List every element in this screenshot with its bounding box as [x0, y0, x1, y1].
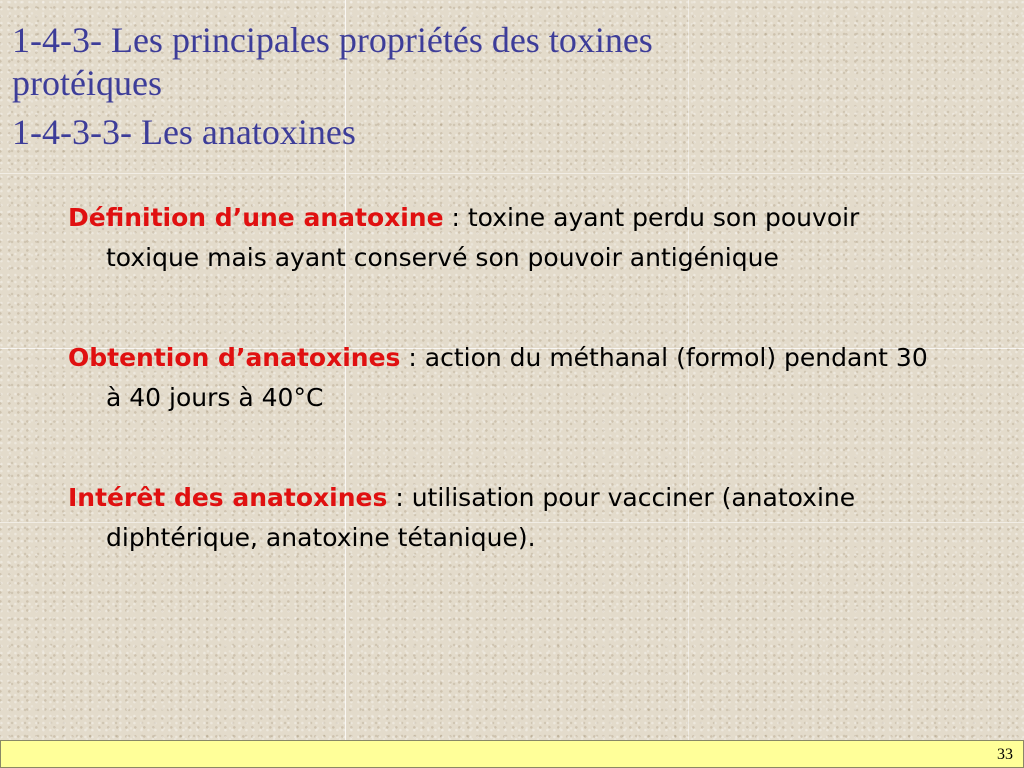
bullet-list: [68, 198, 948, 558]
slide-subtitle: 1-4-3-3- Les anatoxines: [12, 112, 356, 152]
bullet-definition: [68, 198, 948, 278]
slide-title-line-2: protéiques: [12, 63, 162, 103]
bullet-interet: [68, 478, 948, 558]
bullet-term: Intérêt des anatoxines: [68, 483, 388, 512]
background-grid-line: [0, 173, 1024, 174]
slide-title-line-1: 1-4-3- Les principales propriétés des toxines: [12, 20, 653, 60]
bullet-term: Définition d’une anatoxine: [68, 203, 444, 232]
bullet-obtention: [68, 338, 948, 418]
bullet-text: : action du méthanal (formol) pendant 30 à 40 jours à 40°C: [106, 343, 928, 412]
page-number: 33: [997, 746, 1013, 763]
slide-title: [12, 18, 1012, 154]
slide-footer: [0, 740, 1024, 768]
bullet-term: Obtention d’anatoxines: [68, 343, 401, 372]
bullet-text: : utilisation pour vacciner (anatoxine diphtérique, anatoxine tétanique).: [106, 483, 856, 552]
bullet-text: : toxine ayant perdu son pouvoir toxique mais ayant conservé son pouvoir antigénique: [106, 203, 860, 272]
